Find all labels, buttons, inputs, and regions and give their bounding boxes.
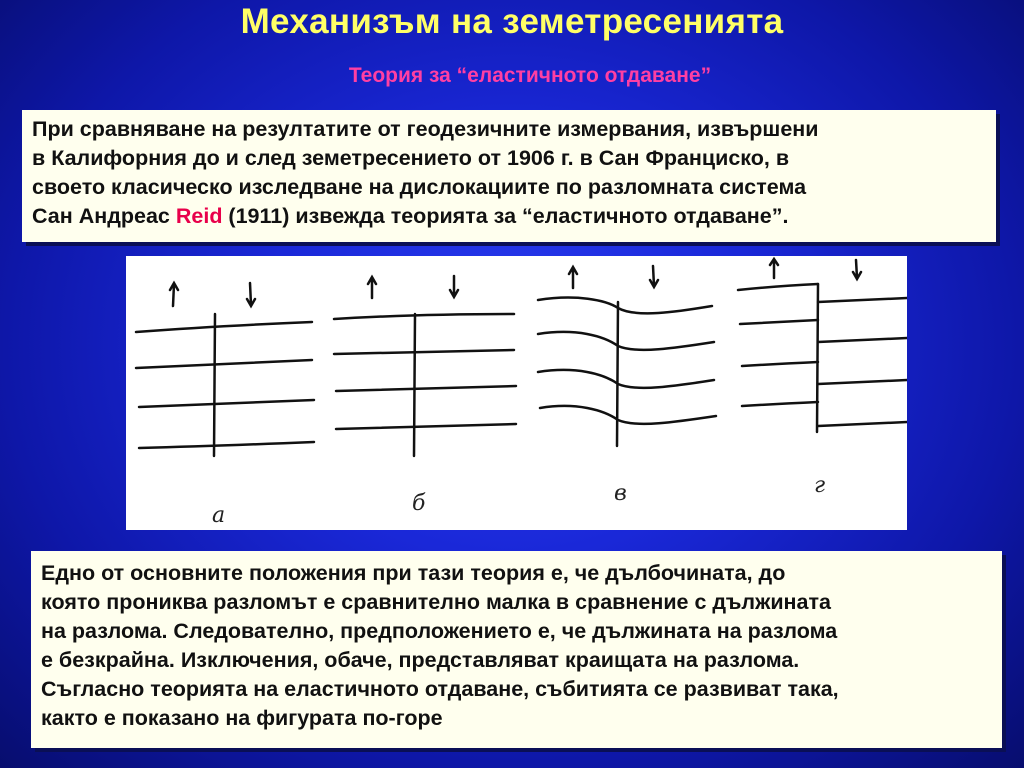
panel-a-line-4 <box>139 442 314 448</box>
panel-d-line-3-left <box>742 362 818 366</box>
panel-b-line-3 <box>336 386 516 391</box>
panel-c-line-4 <box>540 406 716 424</box>
panel-a-label: а <box>212 503 226 528</box>
panel-d-line-2-left <box>740 320 818 324</box>
panel-c-arrow-down <box>650 266 658 287</box>
panel-b-line-2 <box>334 350 514 354</box>
panel-d-line-2-right <box>818 338 907 342</box>
intro-text-box <box>22 110 996 242</box>
panel-b-line-4 <box>336 424 516 429</box>
panel-a-arrow-up <box>170 283 178 306</box>
panel-c-arrow-up <box>569 267 577 288</box>
explanation-line-6: както е показано на фигурата по-горе <box>41 706 443 730</box>
slide-title: Механизъм на земетресенията <box>240 2 784 41</box>
panel-b-drawing <box>334 276 516 456</box>
fault-diagram <box>126 256 907 530</box>
panel-c-line-3 <box>538 370 714 388</box>
panel-d-arrow-up <box>770 259 778 278</box>
explanation-line-5: Съгласно теорията на еластичното отдаване, събитията се развиват така, <box>41 677 839 701</box>
elastic-rebound-figure <box>126 256 907 530</box>
panel-a-line-1 <box>136 322 312 332</box>
panel-d-line-4-right <box>818 422 907 426</box>
panel-d-fault-line <box>817 284 818 432</box>
panel-b-label: б <box>412 491 426 516</box>
panel-d-line-4-left <box>742 402 818 406</box>
panel-c-line-2 <box>538 332 714 350</box>
explanation-line-2: която прониква разломът е сравнително малка в сравнение с дължината <box>41 590 831 614</box>
explanation-line-3: на разлома. Следователно, предположението е, че дължината на разлома <box>41 619 838 643</box>
explanation-line-4: е безкрайна. Изключения, обаче, представляват краищата на разлома. <box>41 648 800 672</box>
panel-d-label: г <box>814 473 826 498</box>
panel-d-line-1-right <box>818 298 907 302</box>
panel-c-line-1 <box>538 298 712 314</box>
intro-line-2: в Калифорния до и след земетресението от 1906 г. в Сан Франциско, в <box>32 146 790 170</box>
panel-d-line-3-right <box>818 380 907 384</box>
slide-subtitle: Теория за “еластичното отдаване” <box>348 64 712 87</box>
panel-a-arrow-down <box>247 283 255 306</box>
panel-b-line-1 <box>334 314 514 319</box>
panel-d-line-1-left <box>738 284 818 290</box>
panel-b-arrow-up <box>368 277 376 298</box>
panel-a-line-2 <box>136 360 312 368</box>
panel-d-arrow-down <box>853 260 861 279</box>
intro-line-4-start: Сан Андреас <box>32 204 176 228</box>
explanation-line-1: Едно от основните положения при тази теория е, че дълбочината, до <box>41 561 786 585</box>
panel-a-line-3 <box>139 400 314 407</box>
explanation-text-box <box>31 551 1002 748</box>
intro-line-4 <box>32 202 986 231</box>
panel-b-fault-line <box>414 314 415 456</box>
panel-a-fault-line <box>214 314 215 456</box>
panel-c-fault-line <box>617 302 618 446</box>
intro-line-4-end: (1911) извежда теорията за “еластичното отдаване”. <box>222 204 789 228</box>
panel-b-arrow-down <box>450 276 458 297</box>
panel-c-label: в <box>614 481 627 506</box>
panel-c-drawing <box>538 266 716 446</box>
author-reid: Reid <box>175 204 223 228</box>
panel-a-drawing <box>136 283 314 456</box>
intro-line-1: При сравняване на резултатите от геодезичните измервания, извършени <box>32 117 819 141</box>
intro-line-3: своето класическо изследване на дислокациите по разломната система <box>32 175 807 199</box>
panel-d-drawing <box>738 259 907 432</box>
